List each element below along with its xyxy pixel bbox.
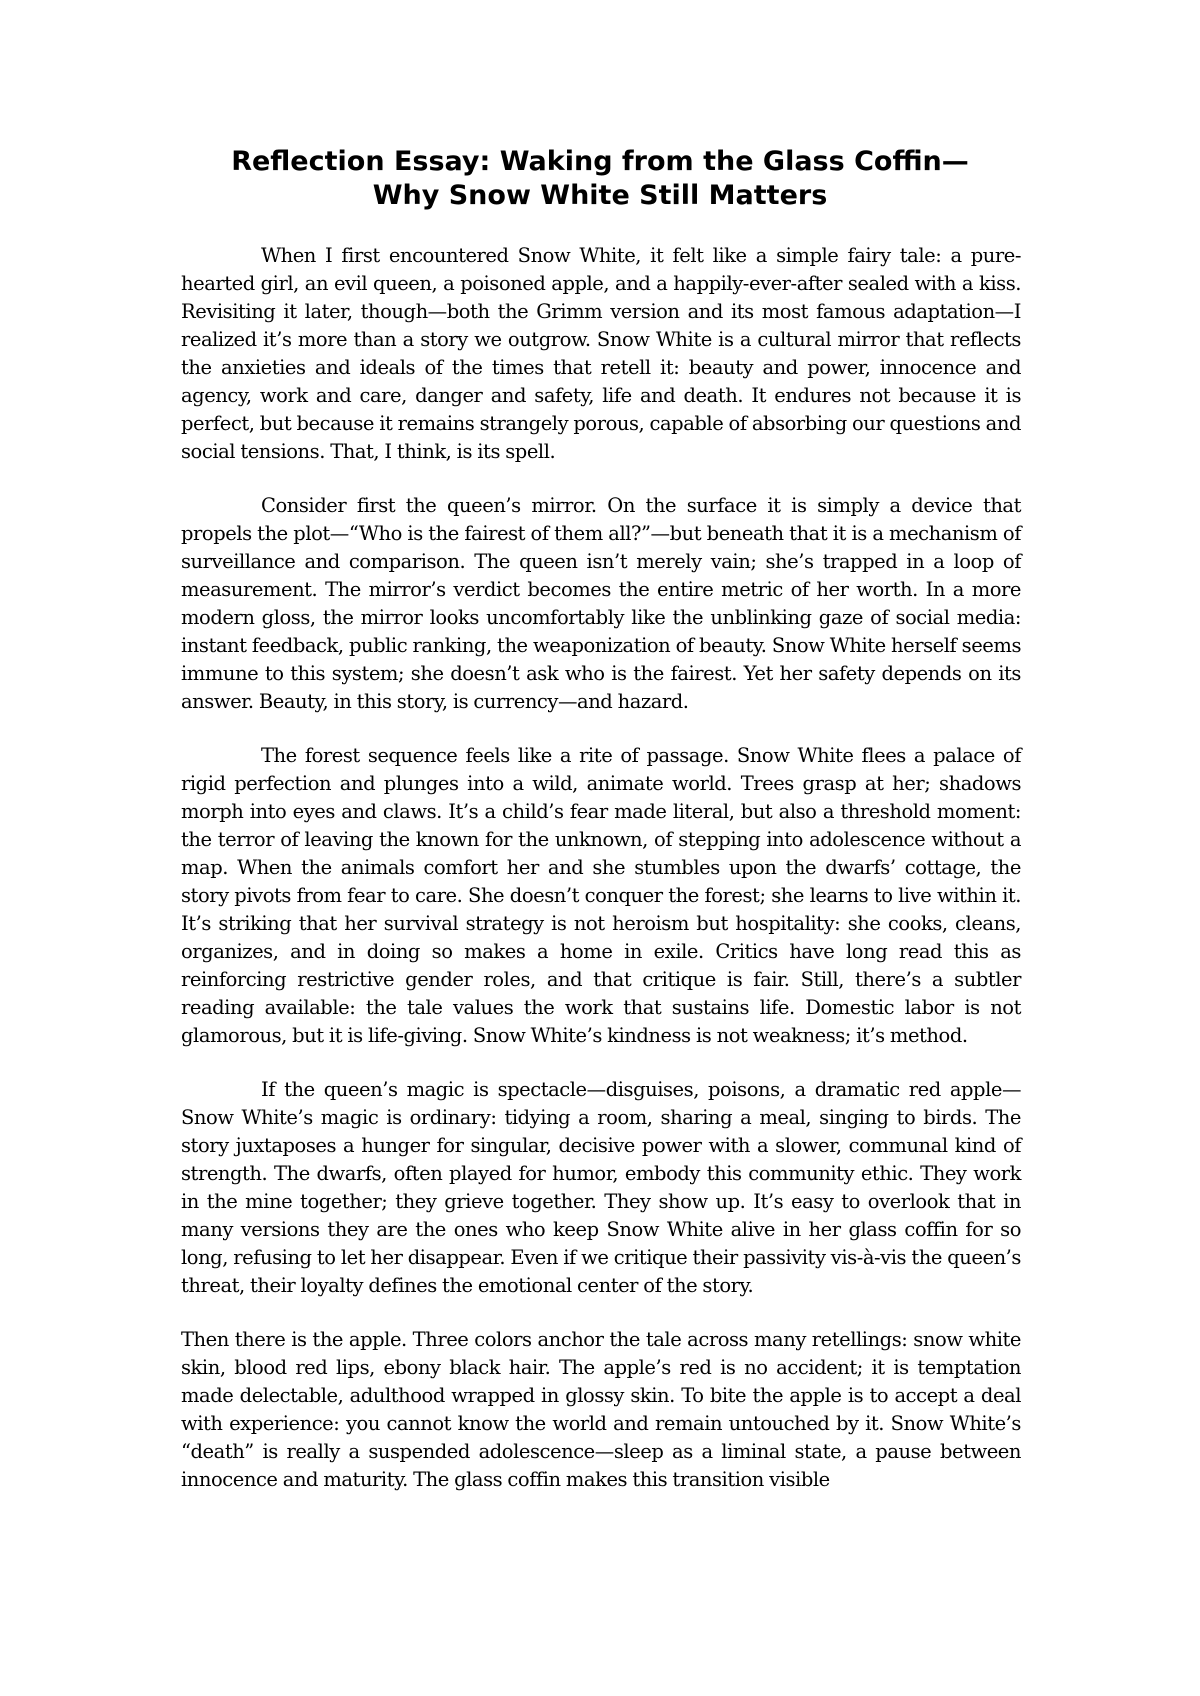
essay-title-line-2: Why Snow White Still Matters bbox=[372, 180, 828, 211]
essay-title-line-1: Reflection Essay: Waking from the Glass Coffin— bbox=[231, 146, 969, 177]
essay-body bbox=[181, 242, 1021, 1494]
essay-title bbox=[160, 145, 1040, 213]
paragraph-4: If the queen’s magic is spectacle—disguises, poisons, a dramatic red apple—Snow White’s magic is ordinary: tidying a room, sharing a meal, singing to birds. The story juxtaposes a hunger for singular, decisive power with a slower, communal kind of strength. The dwarfs, often played for humor, embody this community ethic. They work in the mine together; they grieve together. They show up. It’s easy to overlook that in many versions they are the ones who keep Snow White alive in her glass coffin for so long, refusing to let her disappear. Even if we critique their passivity vis-à-vis the queen’s threat, their loyalty defines the emotional center of the story. bbox=[181, 1078, 1021, 1297]
paragraph-2: Consider first the queen’s mirror. On the surface it is simply a device that propels the plot—“Who is the fairest of them all?”—but beneath that it is a mechanism of surveillance and comparison. The queen isn’t merely vain; she’s trapped in a loop of measurement. The mirror’s verdict becomes the entire metric of her worth. In a more modern gloss, the mirror looks uncomfortably like the unblinking gaze of social media: instant feedback, public ranking, the weaponization of beauty. Snow White herself seems immune to this system; she doesn’t ask who is the fairest. Yet her safety depends on its answer. Beauty, in this story, is currency—and hazard. bbox=[181, 494, 1021, 713]
paragraph-1: When I first encountered Snow White, it felt like a simple fairy tale: a pure-hearted girl, an evil queen, a poisoned apple, and a happily-ever-after sealed with a kiss. Revisiting it later, though—both the Grimm version and its most famous adaptation—I realized it’s more than a story we outgrow. Snow White is a cultural mirror that reflects the anxieties and ideals of the times that retell it: beauty and power, innocence and agency, work and care, danger and safety, life and death. It endures not because it is perfect, but because it remains strangely porous, capable of absorbing our questions and social tensions. That, I think, is its spell. bbox=[181, 244, 1021, 463]
paragraph-3: The forest sequence feels like a rite of passage. Snow White flees a palace of rigid perfection and plunges into a wild, animate world. Trees grasp at her; shadows morph into eyes and claws. It’s a child’s fear made literal, but also a threshold moment: the terror of leaving the known for the unknown, of stepping into adolescence without a map. When the animals comfort her and she stumbles upon the dwarfs’ cottage, the story pivots from fear to care. She doesn’t conquer the forest; she learns to live within it. It’s striking that her survival strategy is not heroism but hospitality: she cooks, cleans, organizes, and in doing so makes a home in exile. Critics have long read this as reinforcing restrictive gender roles, and that critique is fair. Still, there’s a subtler reading available: the tale values the work that sustains life. Domestic labor is not glamorous, but it is life-giving. Snow White’s kindness is not weakness; it’s method. bbox=[181, 744, 1021, 1047]
paragraph-5: Then there is the apple. Three colors anchor the tale across many retellings: snow white skin, blood red lips, ebony black hair. The apple’s red is no accident; it is temptation made delectable, adulthood wrapped in glossy skin. To bite the apple is to accept a deal with experience: you cannot know the world and remain untouched by it. Snow White’s “death” is really a suspended adolescence—sleep as a liminal state, a pause between innocence and maturity. The glass coffin makes this transition visible bbox=[181, 1328, 1021, 1491]
